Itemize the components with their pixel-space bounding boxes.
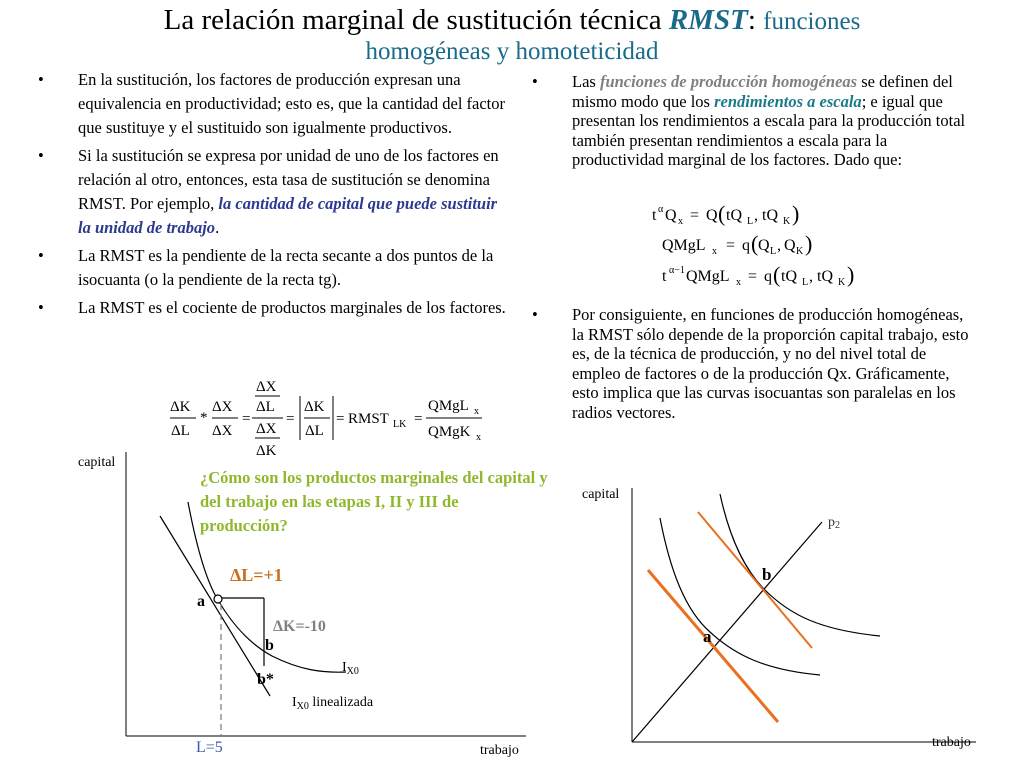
left-bullet-3 xyxy=(38,244,508,292)
f1-l: L xyxy=(747,216,754,227)
right-bullet-1-emphasis: funciones de producción homogéneas xyxy=(599,72,858,91)
point-bstar-label: b* xyxy=(257,671,274,688)
title-colon: : xyxy=(747,4,764,36)
right-bullet-1-end: ; e igual que presentan los rendimientos a escala para la producción total también presentan rendimientos a escala para la productividad marginal de los factores. Dado que: xyxy=(572,91,966,169)
x-axis-label: trabajo xyxy=(480,743,519,758)
left-bullet-4 xyxy=(38,296,508,320)
f2-qk: Q xyxy=(784,237,796,254)
formula-rmst: RMST xyxy=(348,411,389,427)
right-bullet-list xyxy=(532,72,972,170)
tangent-line-a xyxy=(648,570,778,722)
bullet-dot: • xyxy=(38,70,44,89)
l5-label: L=5 xyxy=(196,739,223,756)
formula-dx: ΔX xyxy=(256,379,277,395)
formula-dl: ΔL xyxy=(305,423,324,439)
delta-l-label: ΔL=+1 xyxy=(230,565,283,585)
right-bullet-2 xyxy=(532,305,972,422)
y-axis-label: capital xyxy=(78,455,116,470)
formula-dx: ΔX xyxy=(256,421,277,437)
f2-q: q xyxy=(742,237,750,254)
ray-label: p2 xyxy=(828,515,840,531)
linearized-label: $I_{X0}$ linealizada xyxy=(292,695,374,712)
f3-eq: = xyxy=(748,268,758,285)
f1-q: Q xyxy=(665,207,677,224)
page-title xyxy=(0,4,1024,38)
point-a-label: a xyxy=(703,627,712,646)
title-rmst: RMST xyxy=(668,4,748,36)
f3-x: x xyxy=(736,277,741,288)
f3-tql: tQ xyxy=(781,268,797,285)
point-b-label: b xyxy=(762,565,772,584)
f2-eq: = xyxy=(726,237,736,254)
question-note: ¿Cómo son los productos marginales del capital y del trabajo en las etapas I, II y III de producción? xyxy=(200,468,548,535)
formula-dx: ΔX xyxy=(212,423,233,439)
f2-l: L xyxy=(770,246,777,257)
y-axis-label: capital xyxy=(582,487,620,502)
left-bullet-2-text: Si la sustitución se expresa por unidad de uno de los factores en relación al otro, entonces, esta tasa de sustitución se denomina RMST. Por ejemplo, xyxy=(78,146,499,213)
bullet-dot: • xyxy=(38,246,44,265)
right-bullet-2-text: Por consiguiente, en funciones de producción homogéneas, la RMST sólo depende de la proporción capital trabajo, esto es, de la técnica de producción, y no del nivel total de empleo de factores o de la producción Qx. Gráficamente, esto implica que las curvas isocuantas son paralelas en los radios vectores. xyxy=(572,305,969,422)
left-bullet-3-text: La RMST es la pendiente de la recta secante a dos puntos de la isocuanta (o la pendiente de la recta tg). xyxy=(78,246,494,289)
f1-tqk: tQ xyxy=(762,207,778,224)
f3-tqk: tQ xyxy=(817,268,833,285)
formula-eq: = xyxy=(414,411,423,427)
f3-lp: ( xyxy=(773,262,781,287)
formula-dk: ΔK xyxy=(256,443,277,459)
left-bullet-2-end: . xyxy=(215,218,220,237)
isoquant-lower xyxy=(660,518,820,675)
bullet-dot: • xyxy=(532,72,538,91)
right-bullet-1 xyxy=(532,72,972,170)
isoquant-upper xyxy=(720,494,880,636)
bullet-dot: • xyxy=(532,305,538,324)
page-subtitle: homogéneas y homoteticidad xyxy=(365,38,659,65)
f2-lp: ( xyxy=(751,231,759,256)
formula-dl: ΔL xyxy=(171,423,190,439)
isoquant-label: $I_{X0}$ xyxy=(342,660,359,677)
right-bullet-1-emphasis-2b: escala xyxy=(819,91,862,111)
tangent-line-b xyxy=(698,512,812,648)
formula-dl: ΔL xyxy=(256,399,275,415)
formula-sub-x: x xyxy=(476,432,481,443)
f2-rp: ) xyxy=(805,231,813,256)
title-tail: funciones xyxy=(763,8,861,35)
f1-alpha: α xyxy=(658,204,664,215)
left-bullet-1-text: En la sustitución, los factores de producción expresan una equivalencia en productividad; esto es, que la cantidad del factor que sustituye y el sustituido son igualmente productivos. xyxy=(78,70,505,137)
f2-k: K xyxy=(796,246,804,257)
f1-t: t xyxy=(652,207,657,224)
formula-qmgk: QMgK xyxy=(428,424,471,440)
f3-qmgl: QMgL xyxy=(686,268,730,285)
formula-dk: ΔK xyxy=(170,399,191,415)
left-bullet-4-text: La RMST es el cociente de productos marginales de los factores. xyxy=(78,298,506,317)
f3-comma: , xyxy=(809,268,813,285)
formula-times: * xyxy=(200,410,208,426)
f1-eq: = xyxy=(690,207,700,224)
f3-q: q xyxy=(764,268,772,285)
formula-dx: ΔX xyxy=(212,399,233,415)
f1-rp: ) xyxy=(792,201,800,226)
right-bullet-1-text: Las xyxy=(572,72,600,91)
linearized-isoquant xyxy=(160,516,270,696)
f3-alpha-m1: α−1 xyxy=(669,265,685,276)
formula-rmst-sub: LK xyxy=(393,419,407,430)
f3-k: K xyxy=(838,277,846,288)
formula-eq: = xyxy=(286,411,295,427)
f1-q: Q xyxy=(706,207,718,224)
point-a-marker xyxy=(214,595,222,603)
f2-comma: , xyxy=(777,237,781,254)
f1-tql: tQ xyxy=(726,207,742,224)
f1-x: x xyxy=(678,216,683,227)
f1-k: K xyxy=(783,216,791,227)
point-a-label: a xyxy=(197,593,205,610)
left-bullet-2 xyxy=(38,144,508,240)
right-bullet-1-emphasis-2a: rendimientos a xyxy=(714,91,816,111)
point-b-label: b xyxy=(265,637,274,654)
left-bullet-2-emphasis: la cantidad de capital que puede sustituir la unidad de trabajo xyxy=(78,194,498,237)
f2-qmgl: QMgL xyxy=(662,237,706,254)
homogeneity-formulas xyxy=(640,200,900,292)
f3-rp: ) xyxy=(847,262,855,287)
f3-l: L xyxy=(802,277,809,288)
formula-eq: = xyxy=(242,411,251,427)
f2-x: x xyxy=(712,246,717,257)
title-main: La relación marginal de sustitución técnica xyxy=(163,4,669,36)
right-bullet-list-2 xyxy=(532,305,972,422)
delta-k-label: ΔK=-10 xyxy=(273,618,326,635)
formula-eq: = xyxy=(336,411,345,427)
formula-dk: ΔK xyxy=(304,399,325,415)
ray-vector xyxy=(632,522,822,742)
x-axis-label: trabajo xyxy=(932,735,971,750)
f1-lp: ( xyxy=(718,201,726,226)
f2-ql: Q xyxy=(758,237,770,254)
right-homothetic-chart xyxy=(560,480,990,760)
f1-comma: , xyxy=(754,207,758,224)
left-bullet-list xyxy=(38,68,508,324)
f3-t: t xyxy=(662,268,667,285)
bullet-dot: • xyxy=(38,146,44,165)
formula-qmgl: QMgL xyxy=(428,398,469,414)
left-bullet-1 xyxy=(38,68,508,140)
formula-sub-x: x xyxy=(474,406,479,417)
bullet-dot: • xyxy=(38,298,44,317)
right-bullet-1-mid: se definen del mismo modo que los xyxy=(572,72,953,111)
